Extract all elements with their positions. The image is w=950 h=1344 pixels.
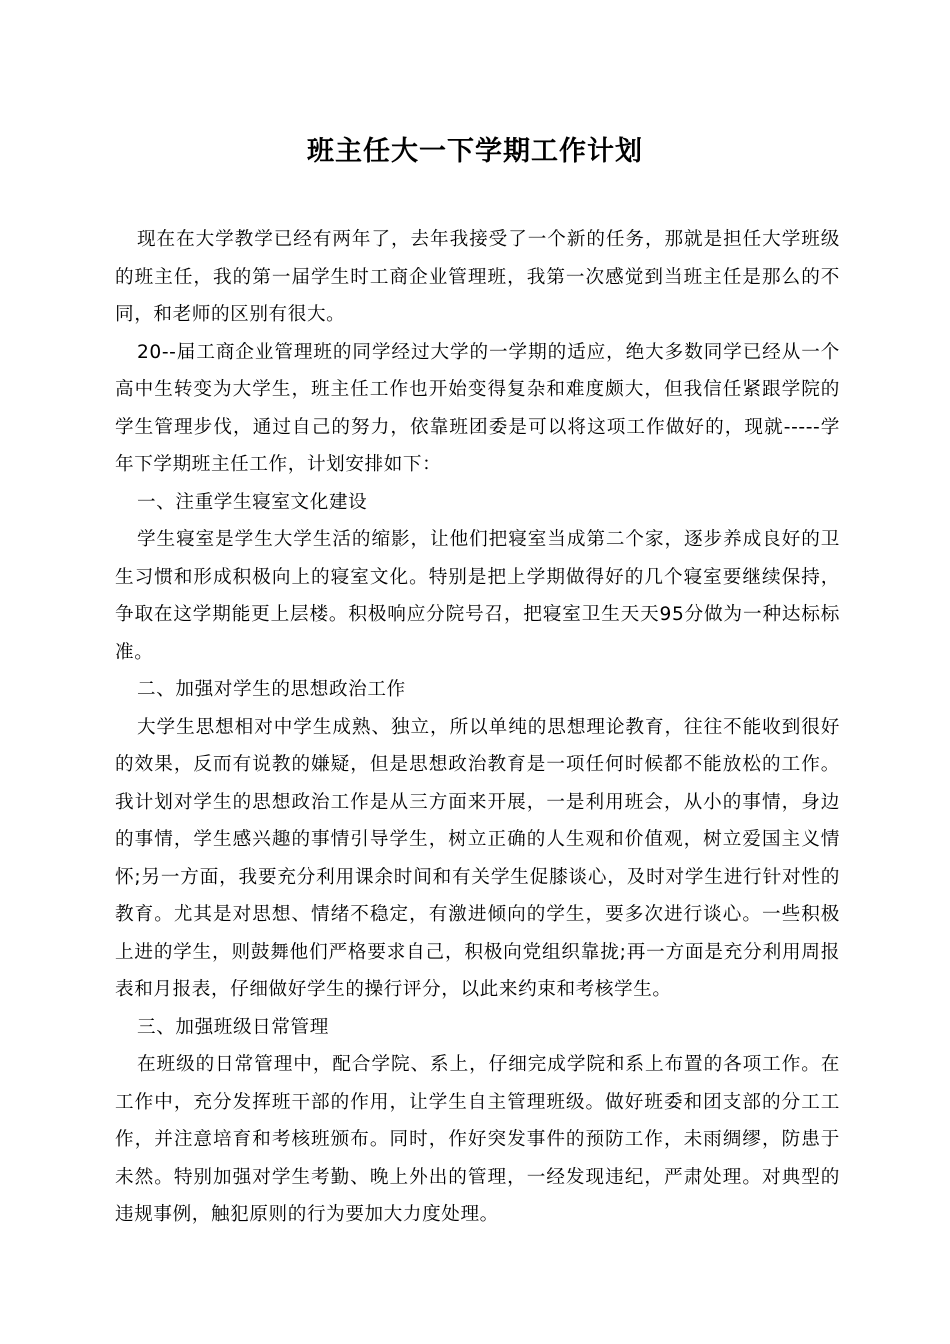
section-heading-3: 三、加强班级日常管理	[137, 1016, 329, 1038]
section-heading-1: 一、注重学生寝室文化建设	[137, 491, 368, 513]
paragraph-section-1: 学生寝室是学生大学生活的缩影，让他们把寝室当成第二个家，逐步养成良好的卫生习惯和形成积极向上的寝室文化。特别是把上学期做得好的几个寝室要继续保持，争取在这学期能更上层楼。积极响应分院号召，把寝室卫生天天95分做为一种达标标准。	[115, 529, 840, 663]
document-body	[115, 221, 840, 1234]
paragraph-section-3: 在班级的日常管理中，配合学院、系上，仔细完成学院和系上布置的各项工作。在工作中，充分发挥班干部的作用，让学生自主管理班级。做好班委和团支部的分工工作，并注意培育和考核班颁布。同时，作好突发事件的预防工作，未雨绸缪，防患于未然。特别加强对学生考勤、晚上外出的管理，一经发现违纪，严肃处理。对典型的违规事例，触犯原则的行为要加大力度处理。	[115, 1054, 840, 1225]
paragraph-section-2: 大学生思想相对中学生成熟、独立，所以单纯的思想理论教育，往往不能收到很好的效果，反而有说教的嫌疑，但是思想政治教育是一项任何时候都不能放松的工作。我计划对学生的思想政治工作是从三方面来开展，一是利用班会，从小的事情，身边的事情，学生感兴趣的事情引导学生，树立正确的人生观和价值观，树立爱国主义情怀;另一方面，我要充分利用课余时间和有关学生促膝谈心，及时对学生进行针对性的教育。尤其是对思想、情绪不稳定，有激进倾向的学生，要多次进行谈心。一些积极上进的学生，则鼓舞他们严格要求自己，积极向党组织靠拢;再一方面是充分利用周报表和月报表，仔细做好学生的操行评分，以此来约束和考核学生。	[115, 716, 840, 1000]
paragraph-intro-2: 20--届工商企业管理班的同学经过大学的一学期的适应，绝大多数同学已经从一个高中生转变为大学生，班主任工作也开始变得复杂和难度颇大，但我信任紧跟学院的学生管理步伐，通过自己的努力，依靠班团委是可以将这项工作做好的，现就-----学年下学期班主任工作，计划安排如下：	[115, 341, 840, 475]
document-title: 班主任大一下学期工作计划	[307, 136, 643, 167]
paragraph-intro-1: 现在在大学教学已经有两年了，去年我接受了一个新的任务，那就是担任大学班级的班主任，我的第一届学生时工商企业管理班，我第一次感觉到当班主任是那么的不同，和老师的区别有很大。	[115, 229, 840, 325]
section-heading-2: 二、加强对学生的思想政治工作	[137, 679, 406, 700]
